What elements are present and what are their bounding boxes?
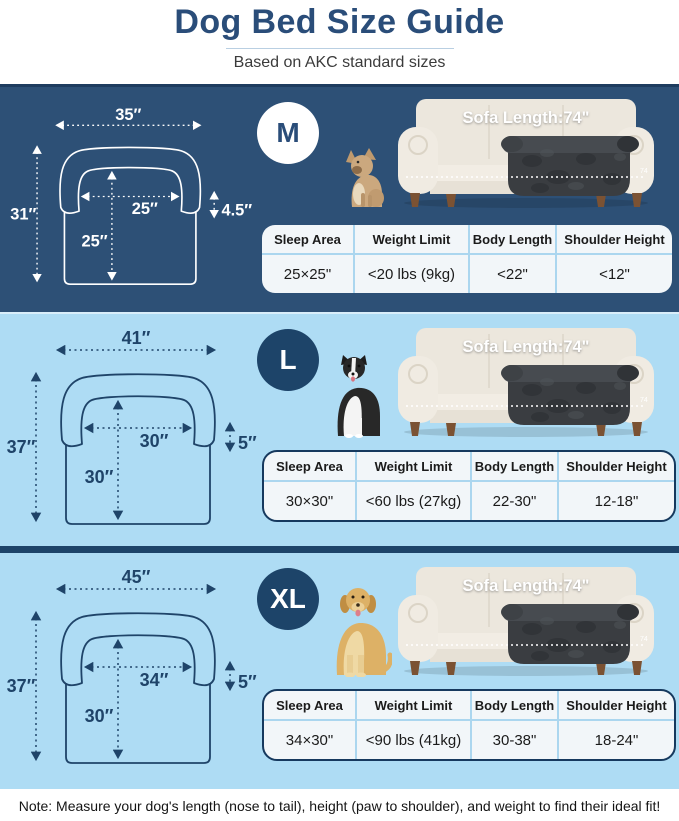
spec-value-weight-limit: <20 lbs (9kg)	[355, 255, 470, 293]
outer-height-label: 37″	[6, 676, 36, 696]
inner-depth-label: 25″	[81, 232, 108, 251]
header	[0, 0, 679, 84]
inner-depth-label: 30″	[84, 706, 114, 726]
spec-value-shoulder-height: 12-18"	[594, 492, 639, 510]
inner-width-label: 25″	[131, 199, 158, 218]
sofa-photo-l	[390, 322, 662, 438]
bed-dimensions-diagram-l	[2, 328, 278, 528]
bed-dimensions-diagram-m	[6, 105, 258, 288]
golden-retriever-photo	[330, 583, 392, 677]
spec-header-body-length: Body Length	[470, 225, 557, 255]
spec-header-body-length: Body Length	[472, 452, 559, 482]
dog-bed-cover	[501, 604, 639, 664]
spec-value-shoulder-height: 18-24"	[594, 731, 639, 749]
spec-value-body-length: 30-38"	[472, 721, 559, 759]
sofa-measure-end: 74	[640, 168, 648, 175]
spec-value-sleep-area: 30×30"	[264, 482, 357, 520]
page-subtitle: Based on AKC standard sizes	[233, 54, 446, 71]
spec-header-weight-limit: Weight Limit	[357, 452, 472, 482]
title-divider	[226, 48, 454, 49]
spec-value-body-length: <22"	[470, 255, 557, 293]
footer	[0, 789, 679, 821]
bed-outline	[61, 613, 215, 763]
spec-value-sleep-area: 25×25"	[262, 255, 355, 293]
border-collie-photo	[330, 352, 386, 438]
bed-dimensions-diagram-xl	[2, 567, 278, 767]
spec-value-weight-limit: <60 lbs (27kg)	[357, 482, 472, 520]
sofa-length-label: Sofa Length:74"	[462, 338, 590, 356]
inner-width-label: 34″	[139, 670, 169, 690]
dog-bed-cover	[501, 136, 639, 196]
bed-outline	[60, 147, 200, 284]
sofa-photo-xl	[390, 561, 662, 677]
inner-depth-label: 30″	[84, 467, 114, 487]
sofa-measure-end: 74	[640, 397, 648, 404]
size-badge-xl: XL	[257, 568, 319, 630]
section-divider-bar	[0, 546, 679, 553]
outer-height-label: 31″	[10, 205, 37, 224]
size-badge-m: M	[257, 102, 319, 164]
measurement-note: Note: Measure your dog's length (nose to tail), height (paw to shoulder), and weight to find their ideal fit!	[18, 798, 661, 814]
spec-header-weight-limit: Weight Limit	[355, 225, 470, 255]
sofa-measure-end: 74	[640, 636, 648, 643]
size-section-xl	[0, 553, 679, 789]
spec-header-shoulder-height: Shoulder Height	[557, 225, 672, 255]
spec-header-body-length: Body Length	[472, 691, 559, 721]
sofa-photo-m	[390, 93, 662, 209]
spec-header-weight-limit: Weight Limit	[357, 691, 472, 721]
spec-header-shoulder-height: Shoulder Height	[559, 691, 674, 721]
page-title: Dog Bed Size Guide	[174, 3, 505, 41]
spec-table-l	[262, 450, 676, 522]
spec-header-sleep-area: Sleep Area	[264, 691, 357, 721]
bolster-height-label: 5″	[238, 672, 257, 692]
french-bulldog-photo	[342, 147, 390, 209]
inner-width-label: 30″	[139, 431, 169, 451]
outer-width-label: 45″	[121, 567, 151, 587]
size-section-l	[0, 312, 679, 546]
bed-outline	[61, 374, 215, 524]
dog-bed-cover	[501, 365, 639, 425]
spec-value-body-length: 22-30"	[472, 482, 559, 520]
spec-value-weight-limit: <90 lbs (41kg)	[357, 721, 472, 759]
outer-width-label: 41″	[121, 328, 151, 348]
outer-height-label: 37″	[6, 437, 36, 457]
sofa-length-label: Sofa Length:74"	[462, 109, 590, 127]
size-section-m	[0, 84, 679, 312]
spec-header-sleep-area: Sleep Area	[262, 225, 355, 255]
spec-value-sleep-area: 34×30"	[264, 721, 357, 759]
bolster-height-label: 4.5″	[221, 201, 253, 220]
spec-value-shoulder-height: <12"	[599, 265, 630, 283]
spec-header-shoulder-height: Shoulder Height	[559, 452, 674, 482]
spec-table-m	[262, 225, 672, 293]
spec-table-xl	[262, 689, 676, 761]
outer-width-label: 35″	[115, 105, 142, 124]
sofa-length-label: Sofa Length:74"	[462, 577, 590, 595]
spec-header-sleep-area: Sleep Area	[264, 452, 357, 482]
size-badge-l: L	[257, 329, 319, 391]
bolster-height-label: 5″	[238, 433, 257, 453]
